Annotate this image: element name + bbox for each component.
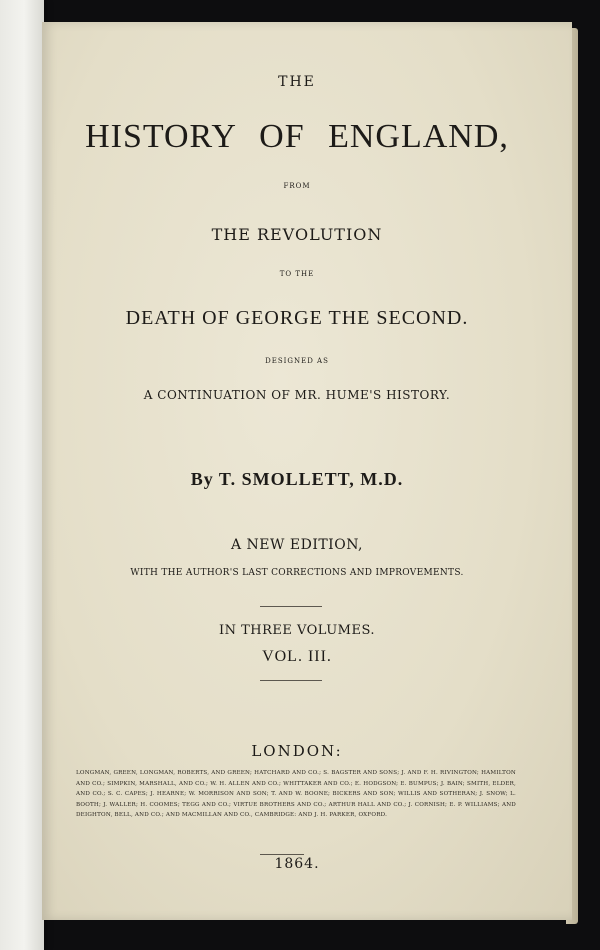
imprint-year: 1864. bbox=[274, 856, 320, 872]
edition-line: A NEW EDITION, bbox=[231, 537, 363, 553]
main-title: HISTORY OF ENGLAND, bbox=[85, 118, 509, 155]
divider-rule-bottom bbox=[260, 680, 322, 681]
volumes-line: IN THREE VOLUMES. bbox=[218, 623, 376, 638]
volume-number: VOL. III. bbox=[262, 648, 332, 665]
corrections-line: WITH THE AUTHOR'S LAST CORRECTIONS AND IMPROVEMENTS. bbox=[130, 568, 464, 578]
facing-flyleaf bbox=[0, 0, 44, 950]
from-label: FROM bbox=[283, 182, 311, 190]
year-rule bbox=[260, 854, 304, 855]
divider-rule-top bbox=[260, 606, 322, 607]
title-article: THE bbox=[278, 74, 316, 90]
publishers-list: LONGMAN, GREEN, LONGMAN, ROBERTS, AND GREEN; HATCHARD AND CO.; S. BAGSTER AND SONS; J. AND F. H. RIVINGTON; HAMILTON AND CO.; SIMPKIN, MARSHALL, AND CO.; W. H. ALLEN AND CO.; WHITTAKER AND CO.; E. HODGSON; E. BUMPUS; J. BAIN; SMITH, ELDER, AND CO.; S. C. CAPES; J. HEARNE; W. MORRISON AND SON; T. AND W. BOONE; BICKERS AND SON; WILLIS AND SOTHERAN; J. SNOW; L. BOOTH; J. WALLER; H. COOMES; TEGG AND CO.; VIRTUE BROTHERS AND CO.; ARTHUR HALL AND CO.; J. CORNISH; E. P. WILLIAMS; AND DEIGHTON, BELL, AND CO.; AND MACMILLAN AND CO., CAMBRIDGE: AND J. H. PARKER, OXFORD. bbox=[76, 770, 516, 819]
imprint-place: LONDON: bbox=[251, 742, 343, 760]
designed-as-label: DESIGNED AS bbox=[265, 357, 329, 365]
title-page bbox=[42, 22, 572, 920]
death-line: DEATH OF GEORGE THE SECOND. bbox=[125, 307, 469, 329]
to-the-label: TO THE bbox=[279, 270, 315, 278]
author-line: By T. SMOLLETT, M.D. bbox=[190, 469, 404, 489]
revolution-line: THE REVOLUTION bbox=[211, 225, 383, 244]
continuation-line: A CONTINUATION OF MR. HUME'S HISTORY. bbox=[143, 388, 451, 402]
